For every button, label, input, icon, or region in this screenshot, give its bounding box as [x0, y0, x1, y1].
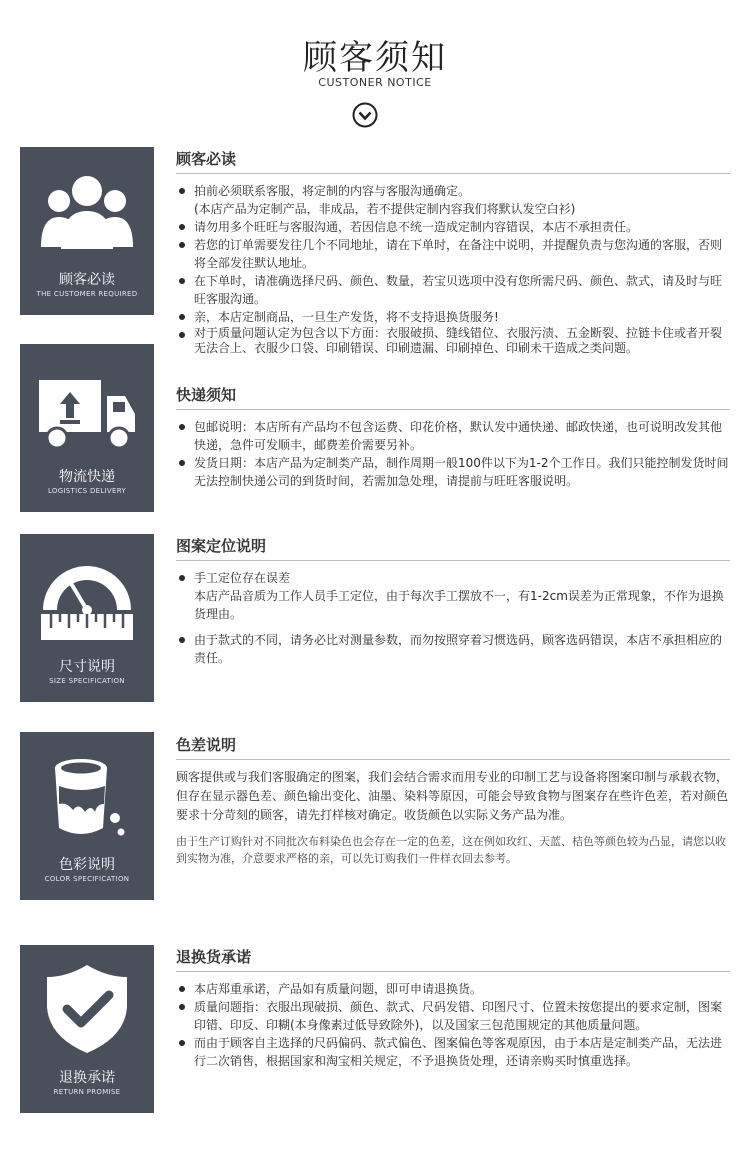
panel-title: 退换承诺 [59, 1070, 115, 1086]
chevron-down-circle-icon [352, 102, 378, 128]
list-item: 质量问题指：衣服出现破损、颜色、款式、尺码发错、印图尺寸、位置未按您提出的要求定制，图案印错、印反、印糊(本身像素过低导致除外)，以及国家三包范围规定的其他质量问题。 [176, 998, 730, 1034]
list-item: 对于质量问题认定为包含以下方面：衣服破损、缝线错位、衣服污渍、五金断裂、拉链卡住或者开裂无法合上、衣服少口袋、印刷错误、印刷遗漏、印刷掉色、印刷未干造成之类问题。 [176, 326, 730, 356]
shield-check-icon [37, 959, 137, 1059]
page-title: 顾客须知 [303, 38, 447, 78]
delivery-truck-icon [37, 358, 137, 458]
people-icon [37, 161, 137, 261]
page-subtitle: CUSTONER NOTICE [318, 76, 432, 89]
list-item: 在下单时，请准确选择尺码、颜色、数量，若宝贝选项中没有您所需尺码、颜色、款式，请及时与旺旺客服沟通。 [176, 272, 730, 308]
panel-title: 物流快递 [59, 469, 115, 485]
return-promise-panel [20, 945, 154, 1113]
size-specification-panel [20, 534, 154, 702]
list-item-note: 本店产品音质为工作人员手工定位，由于每次手工摆放不一，有1-2cm误差为正常现象，不作为退换货理由。 [194, 589, 724, 621]
section-title: 图案定位说明 [176, 537, 267, 555]
list-item: 若您的订单需要发往几个不同地址，请在下单时，在备注中说明，并提醒负责与您沟通的客服，否则将全部发往默认地址。 [176, 236, 730, 272]
panel-subtitle: COLOR SPECIFICATION [44, 875, 130, 883]
panel-title: 尺寸说明 [59, 659, 115, 675]
customer-required-panel [20, 147, 154, 315]
section-title: 色差说明 [176, 736, 237, 754]
section-divider [176, 173, 730, 174]
section-title: 快递须知 [176, 386, 237, 404]
section-divider [176, 759, 730, 760]
section-divider [176, 971, 730, 972]
paragraph: 由于生产订购针对不同批次布料染色也会存在一定的色差，这在例如玫红、天蓝、桔色等颜色较为凸显，请您以收到实物为准，介意要求严格的亲，可以先订购我们一件样衣回去参考。 [176, 835, 726, 865]
panel-title: 色彩说明 [59, 857, 115, 873]
panel-subtitle: SIZE SPECIFICATION [49, 677, 125, 685]
section-divider [176, 560, 730, 561]
list-item: 亲，本店定制商品，一旦生产发货，将不支持退换货服务! [176, 308, 730, 326]
list-item: 拍前必须联系客服，将定制的内容与客服沟通确定。 [176, 182, 730, 200]
list-item: 包邮说明：本店所有产品均不包含运费、印花价格，默认发中通快递、邮政快递，也可说明改发其他快递，急件可发顺丰，邮费差价需要另补。 [176, 418, 730, 454]
panel-subtitle: RETURN PROMISE [53, 1088, 121, 1096]
page-header [0, 0, 750, 140]
list-item: 而由于顾客自主选择的尺码偏码、款式偏色、图案偏色等客观原因，由于本店是定制类产品，无法进行二次销售，根据国家和淘宝相关规定，不予退换货处理，还请亲购买时慎重选择。 [176, 1034, 730, 1070]
paint-bucket-icon [37, 746, 137, 846]
panel-subtitle: THE CUSTOMER REQUIRED [36, 290, 138, 298]
section-title: 退换货承诺 [176, 948, 252, 966]
list-item: 请勿用多个旺旺与客服沟通，若因信息不统一造成定制内容错误，本店不承担责任。 [176, 218, 730, 236]
list-item: 手工定位存在误差 [176, 569, 730, 587]
section-title: 顾客必读 [176, 150, 237, 168]
must-read-section [176, 148, 730, 356]
protractor-ruler-icon [37, 548, 137, 648]
paragraph: 顾客提供或与我们客服确定的图案，我们会结合需求而用专业的印制工艺与设备将图案印制与承载衣物，但存在显示器色差、颜色输出变化、油墨、染料等原因，可能会导致食物与图案存在些许色差，若对颜色要求十分苛刻的顾客，请先打样核对确定。收货颜色以实际义务产品为准。 [176, 770, 729, 822]
list-item: 由于款式的不同，请务必比对测量参数，而勿按照穿着习惯选码，顾客选码错误，本店不承担相应的责任。 [176, 631, 730, 667]
color-difference-section [176, 734, 730, 867]
logistics-delivery-panel [20, 344, 154, 512]
panel-title: 顾客必读 [59, 272, 115, 288]
panel-subtitle: LOGISTICS DELIVERY [47, 487, 127, 495]
return-section [176, 946, 730, 1070]
list-item: 本店郑重承诺，产品如有质量问题，即可申请退换货。 [176, 980, 730, 998]
pattern-position-section [176, 535, 730, 667]
color-specification-panel [20, 732, 154, 900]
section-divider [176, 409, 730, 410]
delivery-section [176, 384, 730, 490]
list-item: 发货日期：本店产品为定制类产品，制作周期一般100件以下为1-2个工作日。我们只能控制发货时间无法控制快递公司的到货时间，若需加急处理，请提前与旺旺客服说明。 [176, 454, 730, 490]
list-item-note: (本店产品为定制产品，非成品，若不提供定制内容我们将默认发空白衫) [194, 202, 576, 216]
